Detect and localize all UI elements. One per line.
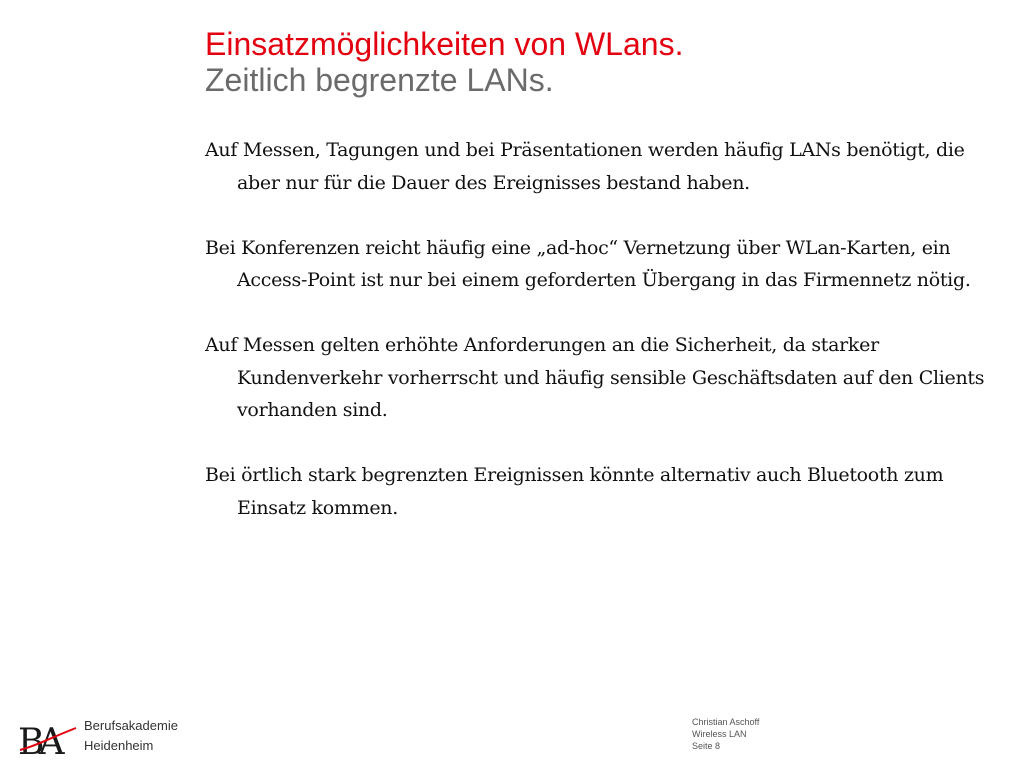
footer-author: Christian Aschoff [692,717,760,727]
slide-title: Einsatzmöglichkeiten von WLans. [205,26,684,62]
slide-subtitle: Zeitlich begrenzte LANs. [205,62,554,98]
footer-info [692,716,759,752]
paragraph: Auf Messen gelten erhöhte Anforderungen an die Sicherheit, da starker Kundenverkehr vorherrscht und häufig sensible Geschäftsdaten auf den Clients vorhanden sind. [205,334,985,421]
institution-name-line1: Berufsakademie [84,718,178,733]
institution-name-line2: Heidenheim [84,738,154,753]
slide-body [205,134,1005,557]
paragraph: Auf Messen, Tagungen und bei Präsentationen werden häufig LANs benötigt, die aber nur für die Dauer des Ereignisses bestand haben. [205,139,965,194]
institution-name [84,716,178,756]
paragraph: Bei örtlich stark begrenzten Ereignissen könnte alternativ auch Bluetooth zum Einsatz kommen. [205,464,944,519]
ba-logo-icon [16,720,80,760]
footer-page-number: Seite 8 [692,741,721,751]
institution-logo [16,716,216,760]
title-block [205,26,1005,98]
paragraph: Bei Konferenzen reicht häufig eine „ad-hoc“ Vernetzung über WLan-Karten, ein Access-Point ist nur bei einem geforderten Übergang in das Firmennetz nötig. [205,236,971,291]
svg-text:BA: BA [18,722,59,760]
footer-topic: Wireless LAN [692,729,747,739]
